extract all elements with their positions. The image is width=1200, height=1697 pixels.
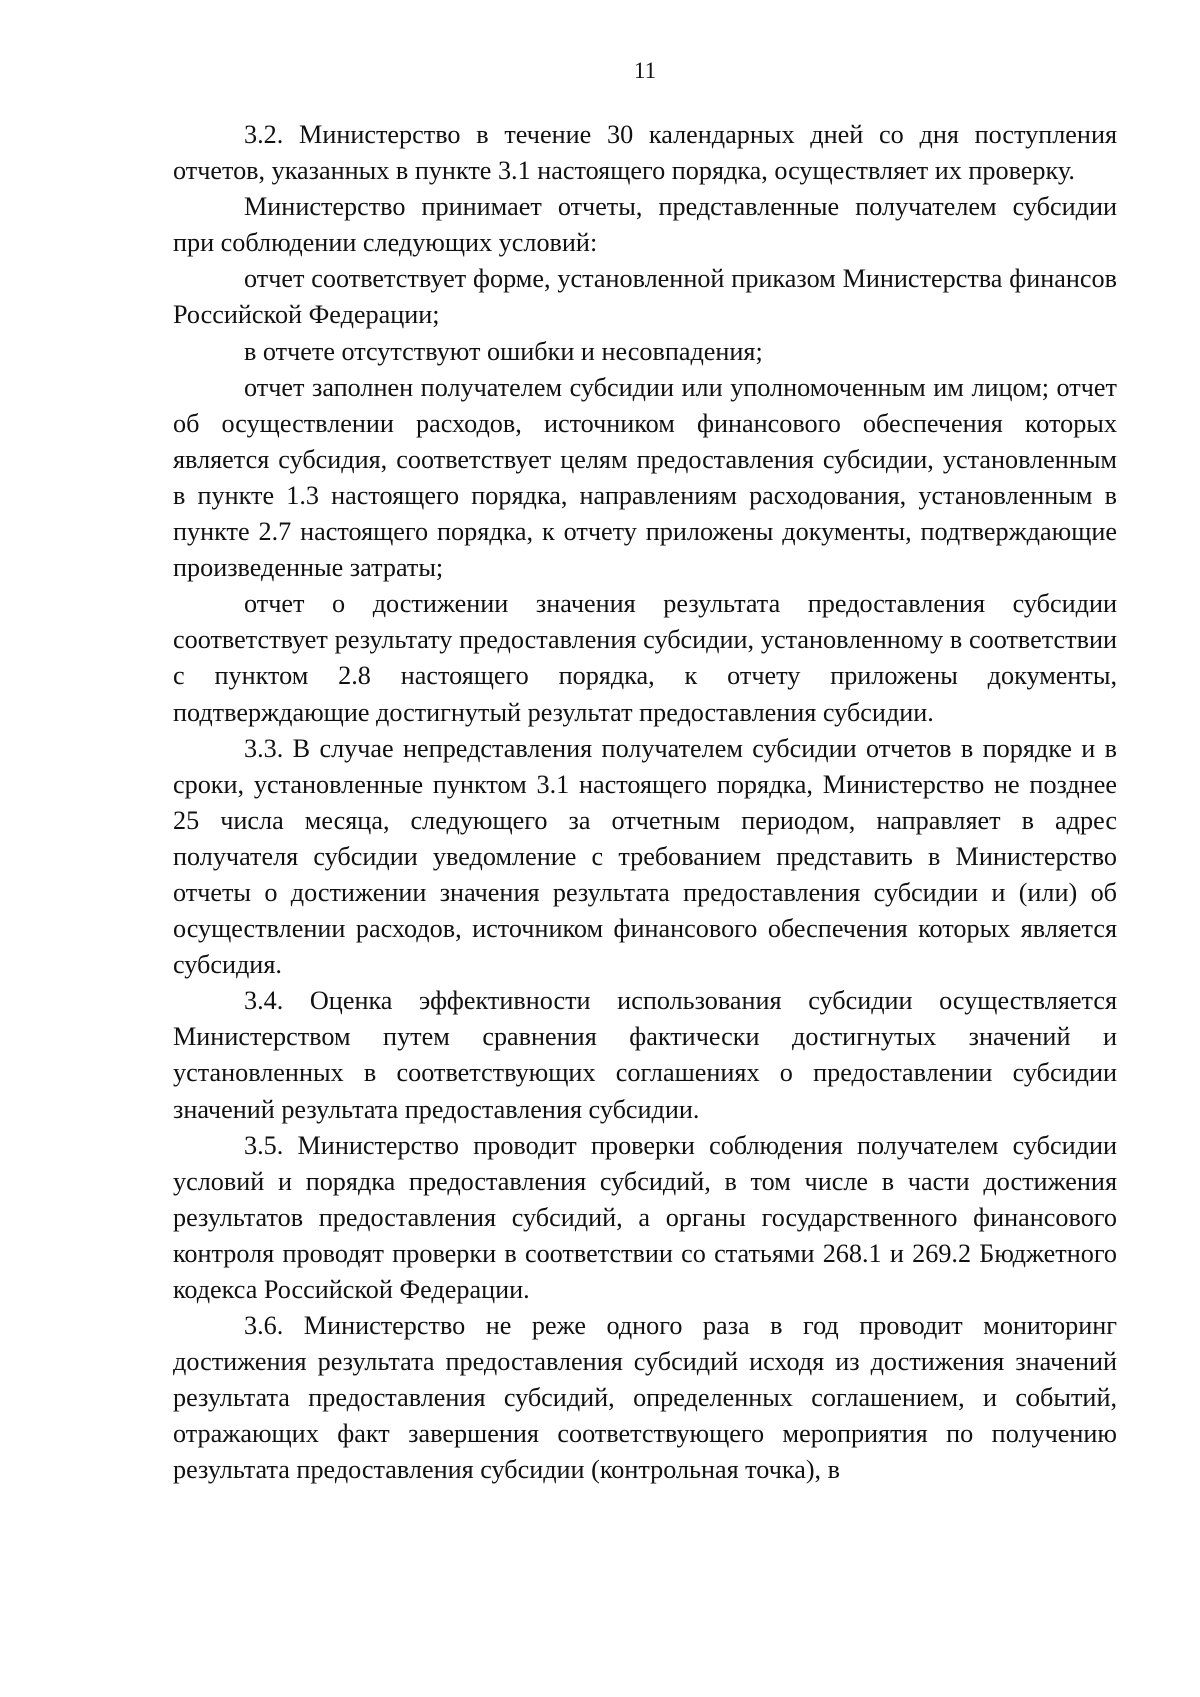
paragraph-3-6: 3.6. Министерство не реже одного раза в год проводит мониторинг достижения результата предоставления субсидий исходя из достижения значений результата предоставления субсидий, определенных соглашением, и событий, отражающих факт завершения соответствующего мероприятия по получению результата предоставления субсидии (контрольная точка), в [173, 1311, 1117, 1485]
page-number: 11 [633, 58, 657, 83]
condition-result-report: отчет о достижении значения результата предоставления субсидии соответствует результату предоставления субсидии, установленному в соответствии с пунктом 2.8 настоящего порядка, к отчету приложены документы, подтверждающие достигнутый результат предоставления субсидии. [173, 589, 1117, 727]
document-body [173, 117, 1117, 1489]
paragraph-3-2: 3.2. Министерство в течение 30 календарных дней со дня поступления отчетов, указанных в пункте 3.1 настоящего порядка, осуществляет их проверку. [173, 120, 1117, 186]
paragraph-3-5: 3.5. Министерство проводит проверки соблюдения получателем субсидии условий и порядка предоставления субсидий, в том числе в части достижения результатов предоставления субсидий, а органы государственного финансового контроля проводят проверки в соответствии со статьями 268.1 и 269.2 Бюджетного кодекса Российской Федерации. [173, 1130, 1117, 1304]
condition-no-errors: в отчете отсутствуют ошибки и несовпадения; [244, 336, 763, 366]
paragraph-3-4: 3.4. Оценка эффективности использования субсидии осуществляется Министерством путем сравнения фактически достигнутых значений и установленных в соответствующих соглашениях о предоставлении субсидии значений результата предоставления субсидии. [173, 986, 1117, 1124]
condition-filled-by-recipient: отчет заполнен получателем субсидии или уполномоченным им лицом; отчет об осуществлении расходов, источником финансового обеспечения которых является субсидия, соответствует целям предоставления субсидии, установленным в пункте 1.3 настоящего порядка, направлениям расходования, установленным в пункте 2.7 настоящего порядка, к отчету приложены документы, подтверждающие произведенные затраты; [173, 372, 1117, 583]
paragraph-report-acceptance: Министерство принимает отчеты, представленные получателем субсидии при соблюдении следующих условий: [173, 192, 1117, 258]
condition-form: отчет соответствует форме, установленной приказом Министерства финансов Российской Федерации; [173, 264, 1117, 330]
paragraph-3-3: 3.3. В случае непредставления получателем субсидии отчетов в порядке и в сроки, установленные пунктом 3.1 настоящего порядка, Министерство не позднее 25 числа месяца, следующего за отчетным периодом, направляет в адрес получателя субсидии уведомление с требованием представить в Министерство отчеты о достижении значения результата предоставления субсидии и (или) об осуществлении расходов, источником финансового обеспечения которых является субсидия. [173, 733, 1117, 980]
